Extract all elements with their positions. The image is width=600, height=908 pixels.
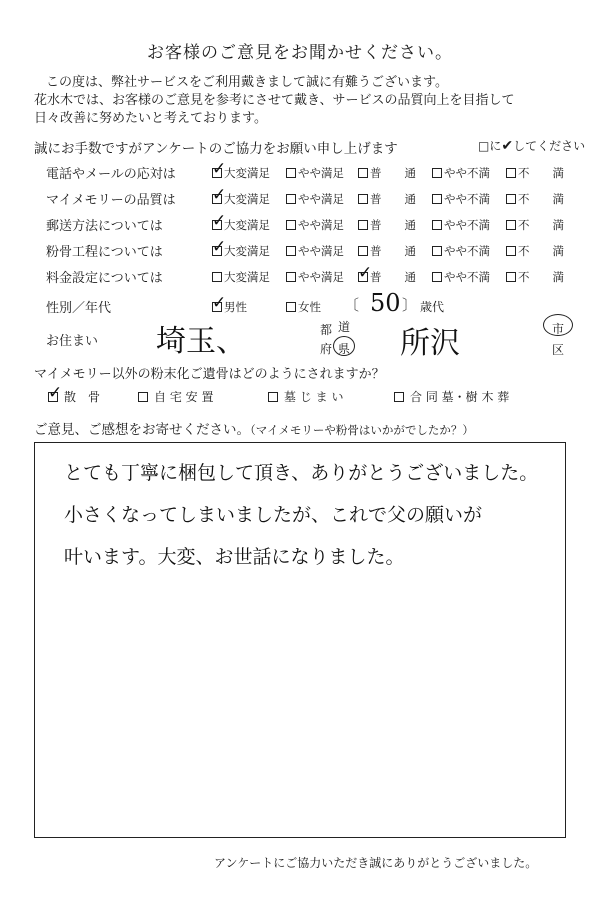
- age-bracket-close: 〕: [402, 296, 418, 314]
- rating-option-label: 大変満足: [224, 270, 270, 284]
- rating-option-label: 大変満足: [224, 244, 270, 258]
- rating-checkbox[interactable]: [432, 220, 442, 230]
- rating-option[interactable]: [212, 211, 270, 233]
- check-mark-icon: ✓: [212, 211, 227, 231]
- rating-option-label: やや不満: [444, 192, 490, 206]
- rating-option[interactable]: [432, 243, 490, 259]
- rating-checkbox[interactable]: [212, 159, 227, 179]
- rating-option[interactable]: [432, 191, 490, 207]
- rating-row-label: マイメモリーの品質は: [46, 193, 176, 208]
- gender-female-label: 女性: [298, 300, 321, 314]
- rating-checkbox[interactable]: [212, 211, 227, 231]
- rating-option-label: 普 通: [370, 166, 416, 180]
- rating-checkbox[interactable]: [506, 194, 516, 204]
- comment-line-2: 小さくなってしまいましたが、これで父の願いが: [64, 504, 483, 526]
- rating-checkbox[interactable]: [212, 237, 227, 257]
- rating-checkbox[interactable]: [432, 168, 442, 178]
- rating-option-label: 普 通: [370, 244, 416, 258]
- check-instruction-suffix: してください: [513, 139, 586, 153]
- city-ku: 区: [552, 343, 565, 357]
- age-bracket-open: 〔: [344, 296, 360, 314]
- gender-age-label: 性別／年代: [46, 301, 112, 316]
- gender-female-checkbox[interactable]: [286, 302, 296, 312]
- gender-female-option[interactable]: [286, 299, 321, 315]
- check-mark-icon: ✓: [48, 382, 63, 403]
- check-instruction-prefix: □に: [478, 139, 502, 153]
- city-selected-circle: [543, 314, 573, 336]
- gender-male-option[interactable]: [212, 293, 247, 315]
- rating-option-label: 不 満: [518, 166, 564, 180]
- rating-checkbox[interactable]: [506, 272, 516, 282]
- rating-option-label: 普 通: [370, 218, 416, 232]
- rating-option[interactable]: [212, 237, 270, 259]
- rating-checkbox[interactable]: [286, 220, 296, 230]
- rating-option[interactable]: [506, 269, 564, 285]
- rating-option-label: 不 満: [518, 218, 564, 232]
- disposal-option-label: 合 同 墓・樹 木 葬: [410, 390, 510, 404]
- disposal-checkbox[interactable]: [268, 392, 278, 402]
- pref-selected-circle: [333, 336, 355, 356]
- rating-checkbox[interactable]: [212, 185, 227, 205]
- age-suffix: 歳代: [420, 300, 445, 314]
- comment-line-1: とても丁寧に梱包して頂き、ありがとうございました。: [64, 462, 539, 484]
- intro-line-1: この度は、弊社サービスをご利用戴きまして誠に有難うございます。: [46, 75, 448, 90]
- form-title: お客様のご意見をお聞かせください。: [147, 43, 453, 63]
- rating-option-label: やや不満: [444, 166, 490, 180]
- rating-checkbox[interactable]: [358, 263, 373, 283]
- check-instruction: [478, 137, 585, 154]
- check-mark-icon: ✓: [212, 293, 227, 313]
- rating-option[interactable]: [358, 243, 416, 259]
- rating-option[interactable]: [506, 165, 564, 181]
- comment-prompt-text: ご意見、ご感想をお寄せください。: [34, 422, 250, 438]
- pref-fu: 府: [320, 342, 333, 356]
- rating-option[interactable]: [286, 269, 344, 285]
- rating-checkbox[interactable]: [358, 246, 368, 256]
- rating-checkbox[interactable]: [286, 272, 296, 282]
- rating-option-label: やや不満: [444, 270, 490, 284]
- intro-line-3: 日々改善に努めたいと考えております。: [34, 111, 267, 126]
- comment-line-3: 叶います。大変、お世話になりました。: [64, 546, 405, 568]
- pref-to: 都: [320, 323, 333, 337]
- city-shi: 市: [552, 322, 565, 336]
- disposal-checkbox[interactable]: [394, 392, 404, 402]
- rating-option-label: 不 満: [518, 192, 564, 206]
- rating-checkbox[interactable]: [358, 194, 368, 204]
- rating-option-label: 大変満足: [224, 218, 270, 232]
- rating-checkbox[interactable]: [286, 168, 296, 178]
- rating-checkbox[interactable]: [432, 272, 442, 282]
- gender-male-checkbox[interactable]: [212, 293, 227, 313]
- pref-dou: 道: [338, 320, 351, 334]
- rating-option[interactable]: [432, 217, 490, 233]
- rating-option-label: やや満足: [298, 166, 344, 180]
- disposal-option-label: 自 宅 安 置: [154, 390, 214, 404]
- rating-row-label: 電話やメールの応対は: [46, 167, 176, 182]
- prefecture-value[interactable]: 埼玉、: [156, 324, 246, 359]
- rating-option-label: やや満足: [298, 218, 344, 232]
- disposal-question: マイメモリー以外の粉末化ご遺骨はどのようにされますか？: [34, 367, 385, 382]
- rating-checkbox[interactable]: [286, 246, 296, 256]
- check-mark-icon: ✓: [212, 159, 227, 179]
- rating-option[interactable]: [212, 185, 270, 207]
- disposal-option-label: 散 骨: [64, 390, 101, 404]
- rating-option[interactable]: [212, 159, 270, 181]
- rating-option-label: 普 通: [370, 192, 416, 206]
- comment-prompt-note: （マイメモリーや粉骨はいかがでしたか？）: [250, 423, 474, 437]
- rating-option-label: やや満足: [298, 270, 344, 284]
- disposal-checkbox[interactable]: [138, 392, 148, 402]
- rating-option[interactable]: [286, 191, 344, 207]
- rating-option-label: 不 満: [518, 244, 564, 258]
- disposal-checkbox[interactable]: [48, 382, 63, 403]
- rating-option[interactable]: [286, 243, 344, 259]
- rating-option-label: やや不満: [444, 244, 490, 258]
- rating-checkbox[interactable]: [506, 168, 516, 178]
- pref-ken: 県: [338, 342, 351, 356]
- rating-option-label: 大変満足: [224, 166, 270, 180]
- rating-checkbox[interactable]: [358, 168, 368, 178]
- disposal-option-label: 墓 じ ま い: [284, 390, 344, 404]
- rating-row-label: 料金設定については: [46, 271, 163, 286]
- rating-checkbox[interactable]: [358, 220, 368, 230]
- rating-option[interactable]: [358, 217, 416, 233]
- rating-checkbox[interactable]: [432, 194, 442, 204]
- rating-option[interactable]: [506, 217, 564, 233]
- rating-option-label: やや不満: [444, 218, 490, 232]
- rating-checkbox[interactable]: [506, 220, 516, 230]
- rating-row-label: 粉骨工程については: [46, 245, 163, 260]
- rating-option[interactable]: [432, 165, 490, 181]
- age-value[interactable]: 50: [370, 289, 401, 317]
- rating-row-label: 郵送方法については: [46, 219, 163, 234]
- rating-checkbox[interactable]: [506, 246, 516, 256]
- rating-option[interactable]: [358, 191, 416, 207]
- rating-option[interactable]: [286, 165, 344, 181]
- rating-checkbox[interactable]: [432, 246, 442, 256]
- rating-option[interactable]: [358, 165, 416, 181]
- survey-lead: 誠にお手数ですがアンケートのご協力をお願い申し上げます: [34, 141, 398, 157]
- disposal-option[interactable]: [394, 388, 509, 405]
- disposal-option[interactable]: [268, 388, 343, 405]
- rating-option[interactable]: [506, 191, 564, 207]
- rating-option-label: やや満足: [298, 192, 344, 206]
- rating-option[interactable]: [506, 243, 564, 259]
- check-mark-icon: ✔: [501, 138, 514, 154]
- rating-option-label: 大変満足: [224, 192, 270, 206]
- intro-line-2: 花水木では、お客様のご意見を参考にさせて戴き、サービスの品質向上を目指して: [34, 93, 515, 108]
- check-mark-icon: ✓: [358, 263, 373, 283]
- rating-option[interactable]: [212, 269, 270, 285]
- rating-checkbox[interactable]: [212, 272, 222, 282]
- rating-option-label: やや満足: [298, 244, 344, 258]
- rating-option-label: 不 満: [518, 270, 564, 284]
- rating-option[interactable]: [286, 217, 344, 233]
- check-mark-icon: ✓: [212, 185, 227, 205]
- address-label: お住まい: [46, 334, 99, 349]
- comment-prompt: [34, 418, 474, 438]
- rating-option[interactable]: [358, 263, 416, 285]
- rating-option[interactable]: [432, 269, 490, 285]
- footer-thanks: アンケートにご協力いただき誠にありがとうございました。: [214, 856, 538, 870]
- city-value[interactable]: 所沢: [400, 326, 460, 361]
- gender-male-label: 男性: [224, 300, 247, 314]
- disposal-option[interactable]: [48, 382, 101, 405]
- disposal-option[interactable]: [138, 388, 213, 405]
- check-mark-icon: ✓: [212, 237, 227, 257]
- rating-checkbox[interactable]: [286, 194, 296, 204]
- rating-option-label: 普 通: [370, 270, 416, 284]
